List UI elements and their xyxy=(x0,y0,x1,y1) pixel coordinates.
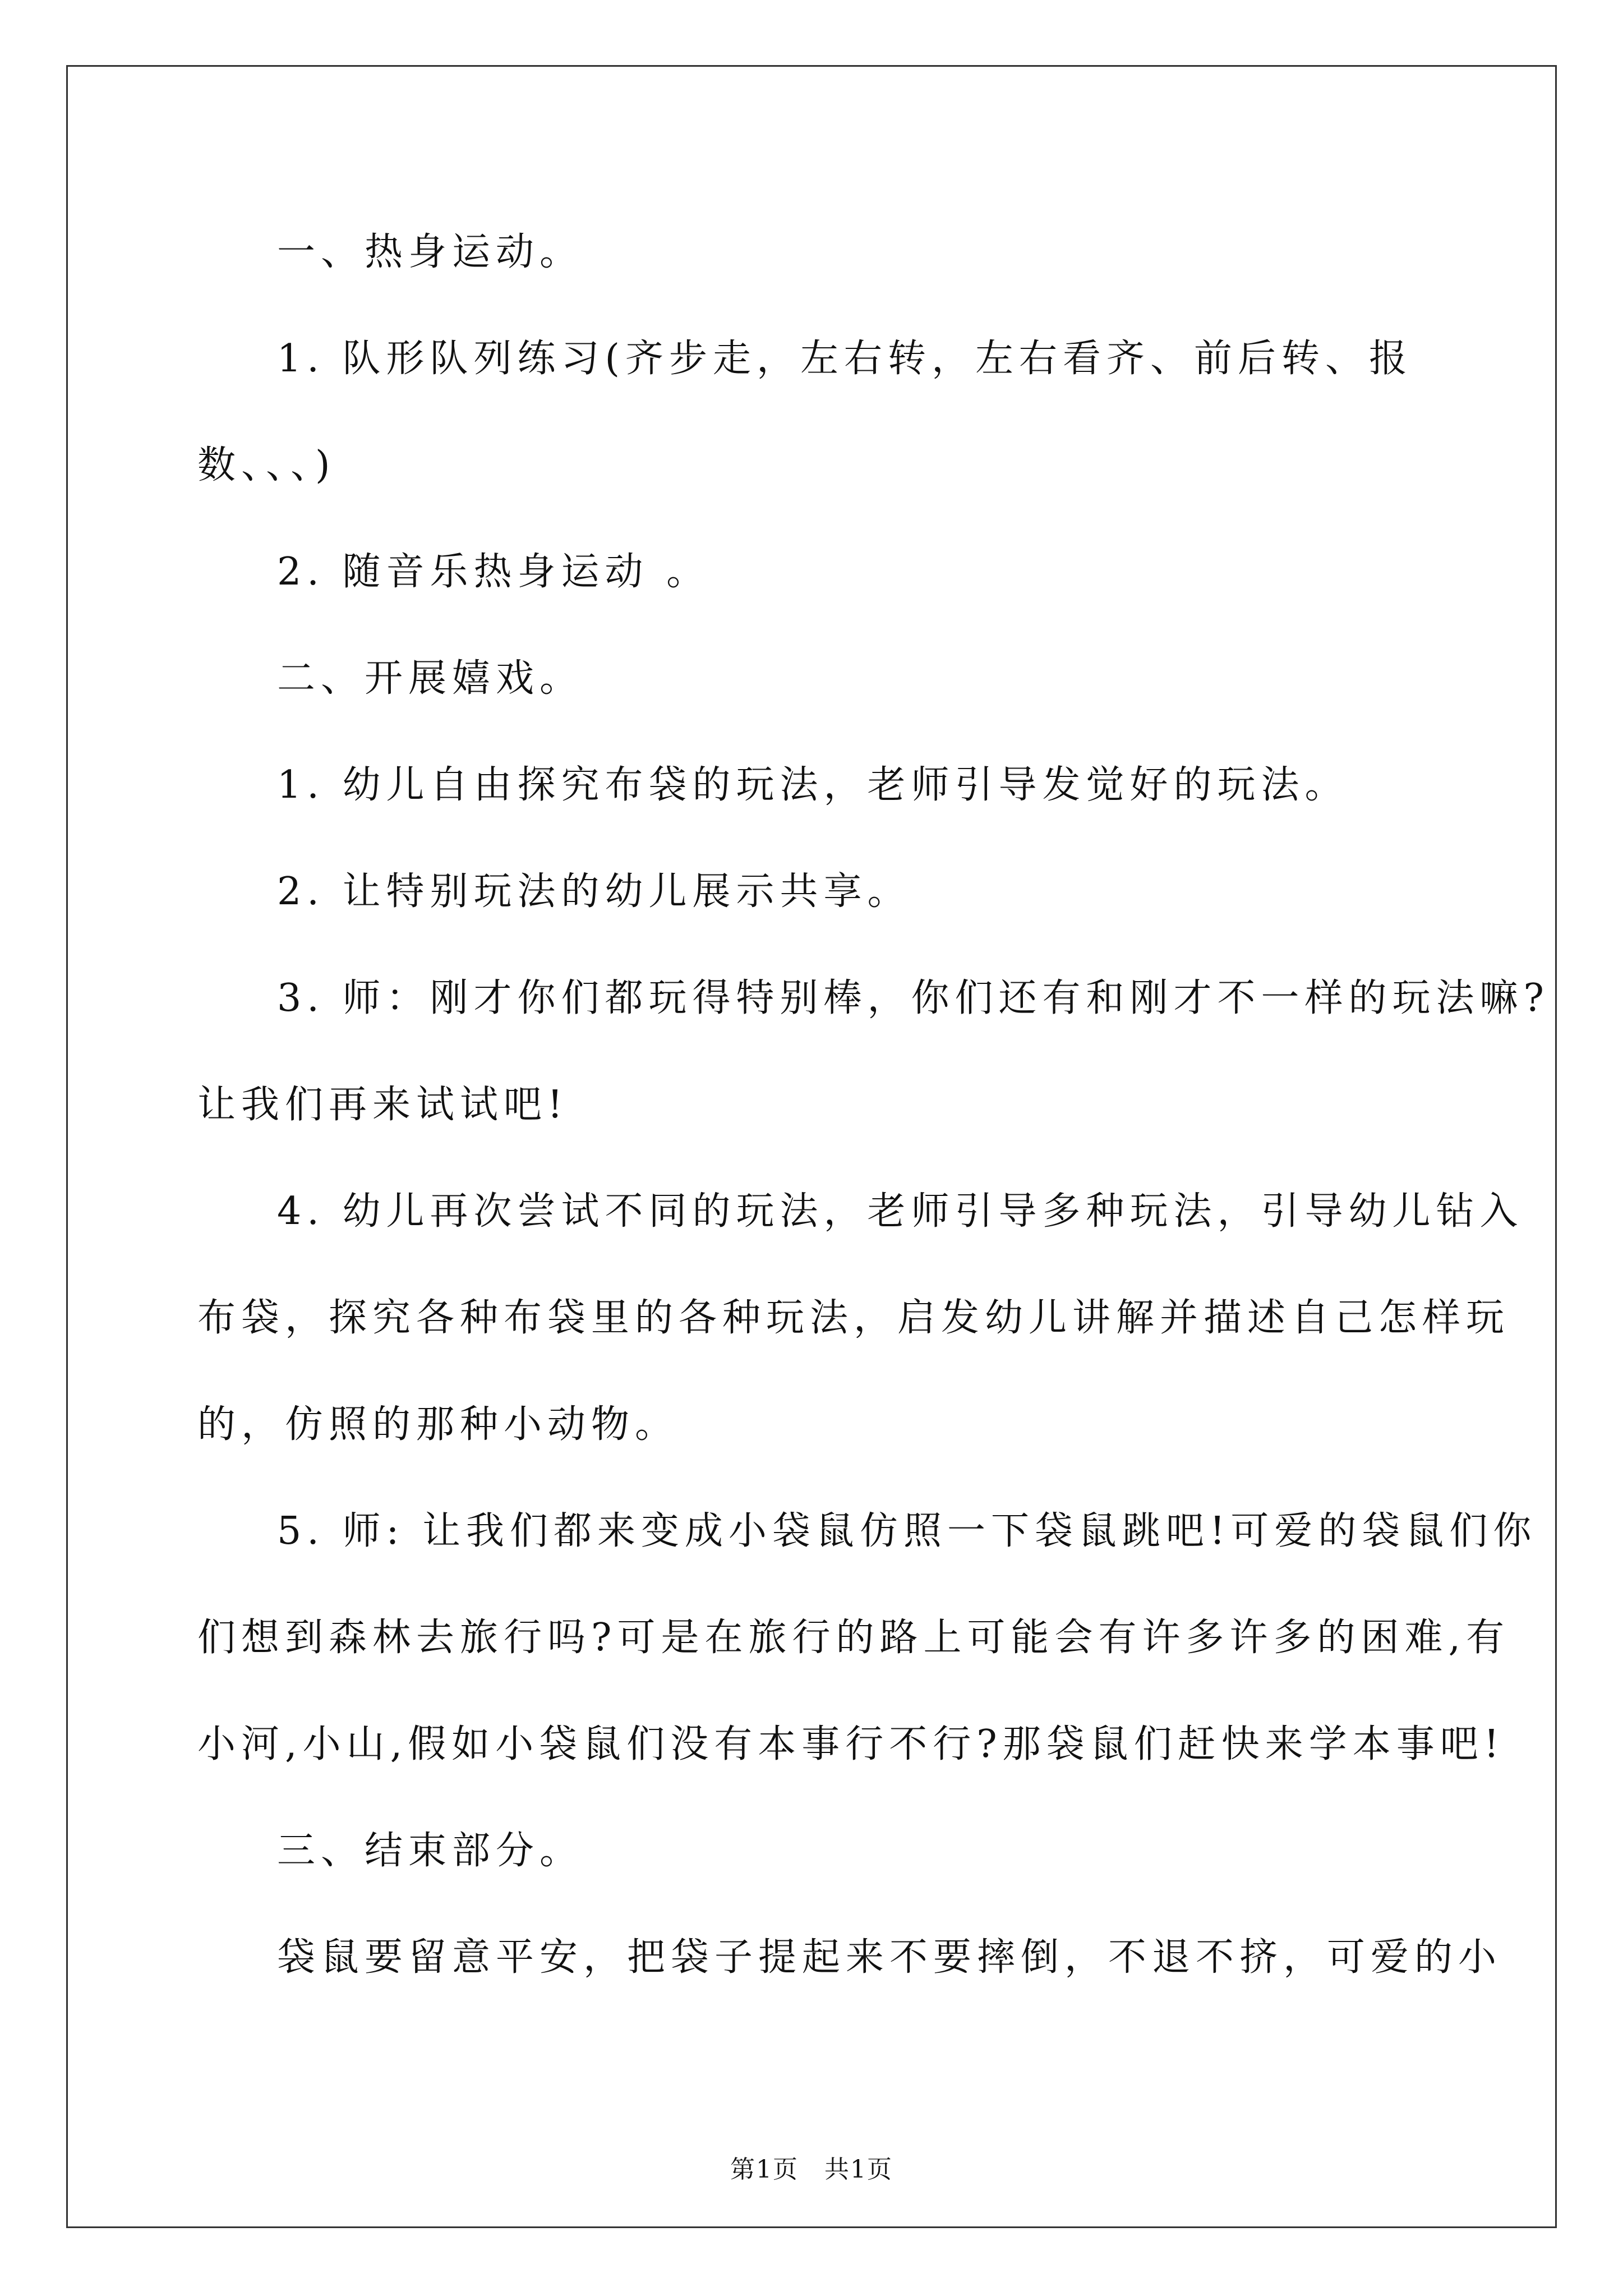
paragraph-line: 袋鼠要留意平安，把袋子提起来不要摔倒，不退不挤，可爱的小 xyxy=(277,1935,1502,1980)
paragraph-line: 4. 幼儿再次尝试不同的玩法，老师引导多种玩法，引导幼儿钻入 xyxy=(277,1189,1524,1234)
paragraph-line: 布袋，探究各种布袋里的各种玩法，启发幼儿讲解并描述自己怎样玩 xyxy=(197,1296,1510,1340)
paragraph-line: 让我们再来试试吧! xyxy=(197,1083,569,1127)
paragraph-line: 1. 队形队列练习(齐步走，左右转，左右看齐、前后转、报 xyxy=(277,337,1413,381)
section-heading-ending: 三、结束部分。 xyxy=(277,1829,584,1873)
paragraph-line: 5. 师: 让我们都来变成小袋鼠仿照一下袋鼠跳吧!可爱的袋鼠们你 xyxy=(277,1509,1537,1553)
paragraph-line: 1. 幼儿自由探究布袋的玩法，老师引导发觉好的玩法。 xyxy=(277,763,1349,807)
paragraph-line: 的，仿照的那种小动物。 xyxy=(197,1402,679,1447)
paragraph-line: 3. 师：刚才你们都玩得特别棒，你们还有和刚才不一样的玩法嘛? xyxy=(277,976,1550,1020)
page-border xyxy=(66,65,1557,2228)
paragraph-line: 2. 随音乐热身运动 。 xyxy=(277,550,711,594)
paragraph-line: 小河,小山,假如小袋鼠们没有本事行不行?那袋鼠们赶快来学本事吧! xyxy=(197,1722,1505,1766)
section-heading-warmup: 一、热身运动。 xyxy=(277,230,584,274)
page-number-footer: 第1页 共1页 xyxy=(730,2155,893,2184)
paragraph-line: 2. 让特别玩法的幼儿展示共享。 xyxy=(277,869,911,914)
section-heading-game: 二、开展嬉戏。 xyxy=(277,656,584,701)
paragraph-line: 们想到森林去旅行吗?可是在旅行的路上可能会有许多许多的困难,有 xyxy=(197,1616,1510,1660)
paragraph-line: 数、、、) xyxy=(197,443,336,487)
